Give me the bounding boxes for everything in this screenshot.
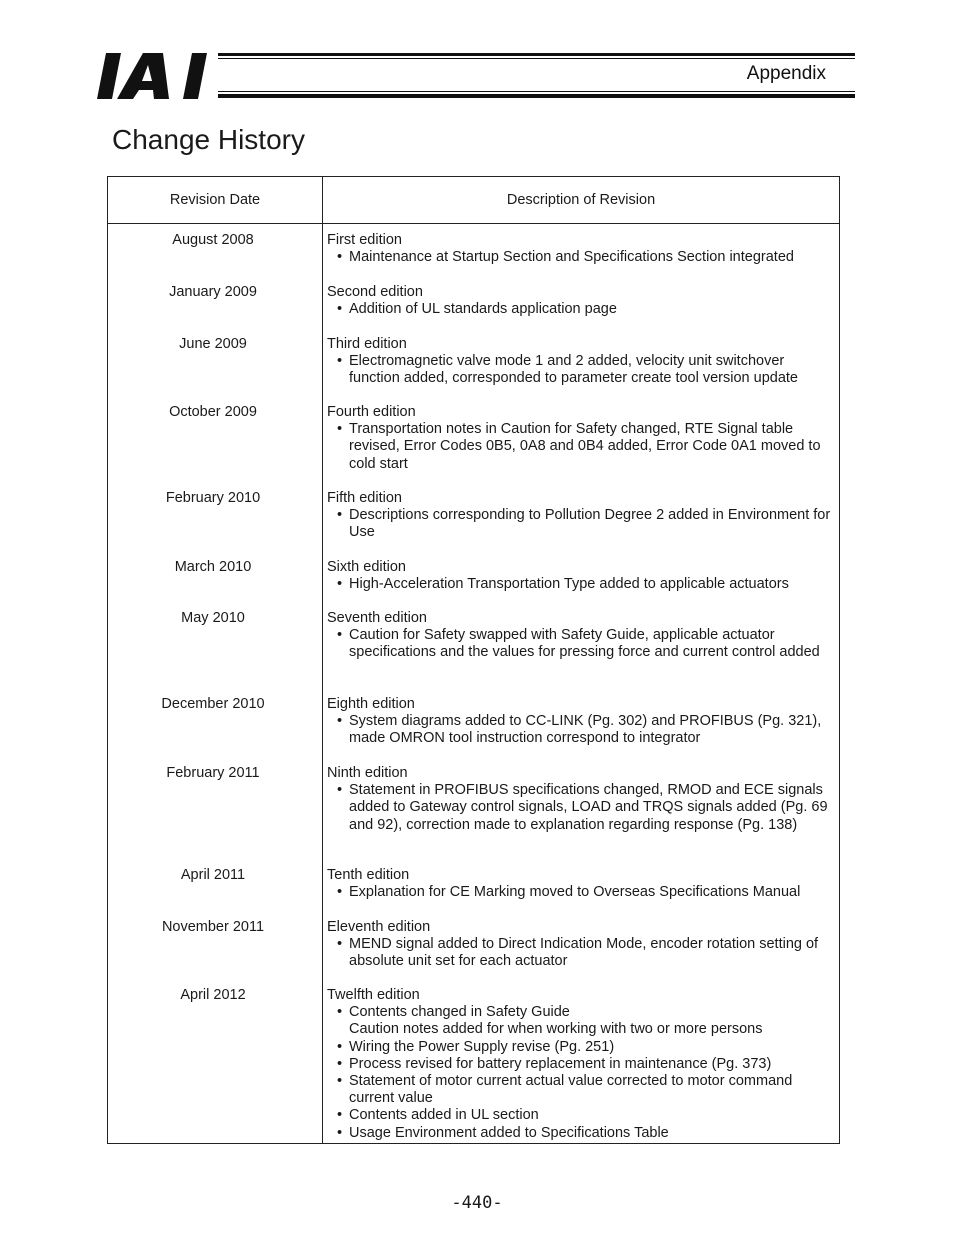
revision-date: June 2009 [179,336,247,352]
revision-item: • Electromagnetic valve mode 1 and 2 added, velocity unit switchover function added, corresponded to parameter create tool version update [327,353,837,387]
revision-item: • Process revised for battery replacement in maintenance (Pg. 373) [327,1056,837,1073]
revision-items [327,713,837,747]
edition-label: Second edition [327,284,423,300]
page-title: Change History [112,124,305,155]
revision-description [327,696,837,748]
revision-date: February 2011 [166,765,260,781]
revision-items [327,353,837,387]
revision-date: January 2009 [169,284,257,300]
edition-label: Sixth edition [327,559,406,575]
revision-date: November 2011 [161,919,265,935]
revision-description [327,867,837,901]
revision-description [327,987,837,1142]
column-header-date: Revision Date [169,192,261,208]
column-header-description: Description of Revision [506,192,656,208]
page-number: -440- [451,1193,503,1213]
revision-item: • High-Acceleration Transportation Type added to applicable actuators [327,576,837,593]
revision-item: • Descriptions corresponding to Pollution Degree 2 added in Environment for Use [327,507,837,541]
revision-description [327,765,837,834]
revision-description [327,919,837,971]
revision-date: March 2010 [174,559,252,575]
header-rule [218,53,855,56]
revision-item: • Explanation for CE Marking moved to Overseas Specifications Manual [327,884,837,901]
revision-date: February 2010 [165,490,261,506]
revision-items [327,936,837,970]
column-divider [322,177,323,1143]
revision-item: • Caution for Safety swapped with Safety Guide, applicable actuator specifications and the values for pressing force and current control added [327,627,837,661]
revision-date: August 2008 [172,232,254,248]
revision-date: December 2010 [161,696,265,712]
revision-date: May 2010 [181,610,245,626]
revision-item: • System diagrams added to CC-LINK (Pg. 302) and PROFIBUS (Pg. 321), made OMRON tool instruction correspond to integrator [327,713,837,747]
revision-description [327,336,837,388]
revision-date: April 2011 [180,867,246,883]
revision-item: • Transportation notes in Caution for Safety changed, RTE Signal table revised, Error Codes 0B5, 0A8 and 0B4 added, Error Code 0A1 moved to cold start [327,421,837,473]
header-divider [108,223,839,224]
revision-items [327,507,837,541]
revision-item: • Statement in PROFIBUS specifications changed, RMOD and ECE signals added to Gateway control signals, LOAD and TRQS signals added (Pg. 69 and 92), correction made to explanation regarding response (Pg. 138) [327,782,837,834]
edition-label: Third edition [327,336,407,352]
edition-label: Eleventh edition [327,919,431,935]
edition-label: Twelfth edition [327,987,420,1003]
revision-item: • Addition of UL standards application page [327,301,837,318]
revision-item: • Contents changed in Safety Guide Caution notes added for when working with two or more persons [327,1004,837,1038]
section-label: Appendix [746,63,826,84]
revision-items [327,421,837,473]
revision-description [327,232,837,266]
revision-date: April 2012 [180,987,246,1003]
revision-description [327,404,837,473]
revision-item: • MEND signal added to Direct Indication Mode, encoder rotation setting of absolute unit set for each actuator [327,936,837,970]
revision-item: • Usage Environment added to Specifications Table [327,1125,837,1142]
revision-item: • Contents added in UL section [327,1107,837,1124]
revision-items [327,301,837,318]
edition-label: Eighth edition [327,696,415,712]
revision-item: • Maintenance at Startup Section and Specifications Section integrated [327,249,837,266]
header-rule [218,91,855,92]
iai-logo [97,53,215,99]
change-history-table [107,176,840,1144]
header-rule [218,58,855,59]
revision-items [327,1004,837,1142]
edition-label: Ninth edition [327,765,408,781]
revision-description [327,559,837,593]
header-rule [218,94,855,98]
edition-label: Fourth edition [327,404,416,420]
revision-item: • Wiring the Power Supply revise (Pg. 251) [327,1039,837,1056]
edition-label: Fifth edition [327,490,402,506]
revision-items [327,576,837,593]
edition-label: Seventh edition [327,610,427,626]
revision-items [327,249,837,266]
revision-description [327,610,837,662]
revision-description [327,284,837,318]
revision-item: • Statement of motor current actual value corrected to motor command current value [327,1073,837,1107]
revision-date: October 2009 [169,404,257,420]
revision-items [327,884,837,901]
revision-description [327,490,837,542]
edition-label: First edition [327,232,402,248]
revision-items [327,627,837,661]
revision-items [327,782,837,834]
edition-label: Tenth edition [327,867,410,883]
